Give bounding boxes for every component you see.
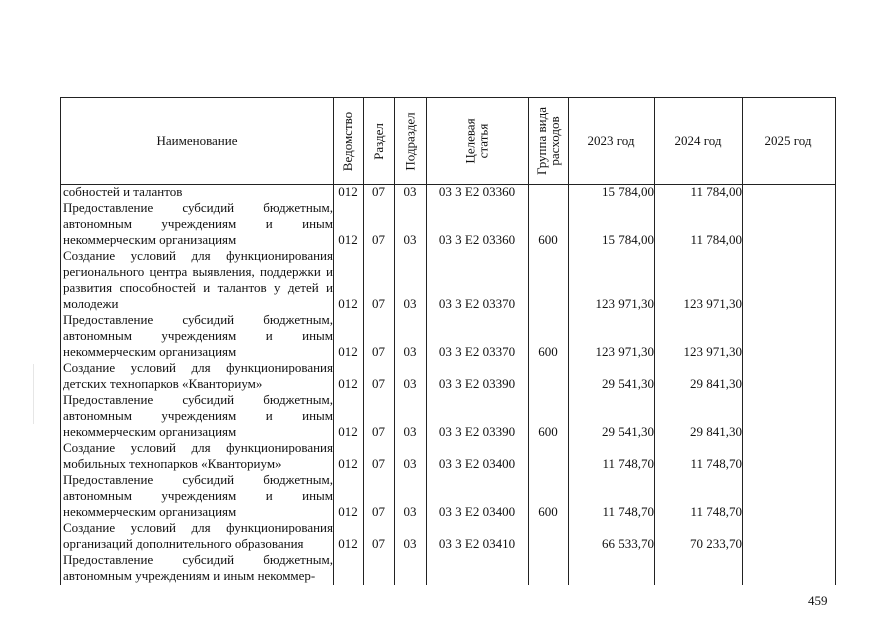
row-celevaya: 03 3 E2 03370: [438, 296, 516, 311]
row-celevaya: 03 3 E2 03400: [438, 504, 516, 519]
row-gruppa: 600: [538, 344, 558, 359]
header-razdel: Раздел: [371, 122, 386, 160]
row-vedomstvo: 012: [338, 424, 358, 439]
row-name: Предоставление субсидий бюджетным, автономным учреждениям и иным некоммерческим организациям: [63, 312, 333, 359]
row-vedomstvo: 012: [338, 504, 358, 519]
row-razdel: 07: [372, 232, 385, 247]
row-podrazdel: 03: [403, 376, 417, 391]
row-2024: 123 971,30: [683, 344, 742, 359]
row-podrazdel: 03: [403, 536, 417, 551]
row-name: Предоставление субсидий бюджетным, автономным учреждениям и иным некоммерческим организациям: [63, 200, 333, 247]
row-podrazdel: 03: [403, 184, 417, 199]
row-vedomstvo: 012: [338, 184, 358, 199]
page-number: 459: [808, 593, 828, 608]
row-2024: 123 971,30: [683, 296, 742, 311]
row-vedomstvo: 012: [338, 456, 358, 471]
row-vedomstvo: 012: [338, 296, 358, 311]
header-gruppa-vida-rashodov: Группа вида расходов: [534, 107, 563, 175]
header-podrazdel: Подраздел: [402, 111, 418, 171]
header-celevaya-statya: Целевая статья: [462, 118, 491, 164]
row-podrazdel: 03: [403, 344, 417, 359]
row-razdel: 07: [372, 504, 385, 519]
row-2023: 29 541,30: [602, 376, 654, 391]
row-podrazdel: 03: [403, 232, 417, 247]
row-razdel: 07: [372, 296, 385, 311]
row-2023: 123 971,30: [595, 344, 654, 359]
row-celevaya: 03 3 E2 03390: [438, 376, 516, 391]
header-2023: 2023 год: [587, 133, 635, 148]
row-vedomstvo: 012: [338, 376, 358, 391]
scan-artifact: [33, 364, 34, 424]
row-name: Предоставление субсидий бюджетным, автономным учреждениям и иным некоммерческим организациям: [63, 472, 333, 519]
row-razdel: 07: [372, 376, 385, 391]
row-name: Создание условий для функционирования мобильных технопарков «Кванториум»: [63, 440, 333, 471]
row-celevaya: 03 3 E2 03360: [438, 232, 516, 247]
budget-table: [60, 97, 836, 585]
row-podrazdel: 03: [403, 456, 417, 471]
row-2024: 11 748,70: [690, 456, 742, 471]
row-2024: 70 233,70: [690, 536, 742, 551]
row-2024: 11 784,00: [690, 184, 742, 199]
row-2023: 66 533,70: [602, 536, 654, 551]
row-2024: 11 784,00: [690, 232, 742, 247]
row-vedomstvo: 012: [338, 536, 358, 551]
row-name: Создание условий для функционирования регионального центра выявления, поддержки и развития способностей и талантов у детей и молодежи: [63, 248, 333, 311]
row-podrazdel: 03: [403, 296, 417, 311]
header-name: Наименование: [156, 133, 238, 148]
row-celevaya: 03 3 E2 03410: [438, 536, 516, 551]
row-2024: 11 748,70: [690, 504, 742, 519]
row-2023: 15 784,00: [602, 184, 654, 199]
row-2023: 15 784,00: [602, 232, 654, 247]
header-vedomstvo: Ведомство: [340, 111, 356, 171]
header-2024: 2024 год: [674, 133, 722, 148]
row-2023: 123 971,30: [595, 296, 654, 311]
row-name: Предоставление субсидий бюджетным, автономным учреждениям и иным некоммерческим организациям: [63, 392, 333, 439]
row-gruppa: 600: [538, 232, 558, 247]
row-razdel: 07: [372, 184, 385, 199]
row-podrazdel: 03: [403, 424, 417, 439]
row-celevaya: 03 3 E2 03390: [438, 424, 516, 439]
row-2023: 11 748,70: [602, 456, 654, 471]
row-2024: 29 841,30: [690, 424, 742, 439]
row-celevaya: 03 3 E2 03360: [438, 184, 516, 199]
row-name: Предоставление субсидий бюджетным, автономным учреждениям и иным некоммер-: [63, 552, 333, 583]
header-2025: 2025 год: [764, 133, 812, 148]
row-name: собностей и талантов: [63, 184, 183, 199]
row-2023: 29 541,30: [602, 424, 654, 439]
row-2023: 11 748,70: [602, 504, 654, 519]
row-vedomstvo: 012: [338, 344, 358, 359]
row-razdel: 07: [372, 456, 385, 471]
row-vedomstvo: 012: [338, 232, 358, 247]
row-2024: 29 841,30: [690, 376, 742, 391]
row-podrazdel: 03: [403, 504, 417, 519]
row-celevaya: 03 3 E2 03370: [438, 344, 516, 359]
row-name: Создание условий для функционирования организаций дополнительного образования: [63, 520, 333, 551]
row-celevaya: 03 3 E2 03400: [438, 456, 516, 471]
row-gruppa: 600: [538, 424, 558, 439]
row-razdel: 07: [372, 344, 385, 359]
row-razdel: 07: [372, 536, 385, 551]
row-name: Создание условий для функционирования детских технопарков «Кванториум»: [63, 360, 333, 391]
row-razdel: 07: [372, 424, 385, 439]
row-gruppa: 600: [538, 504, 558, 519]
